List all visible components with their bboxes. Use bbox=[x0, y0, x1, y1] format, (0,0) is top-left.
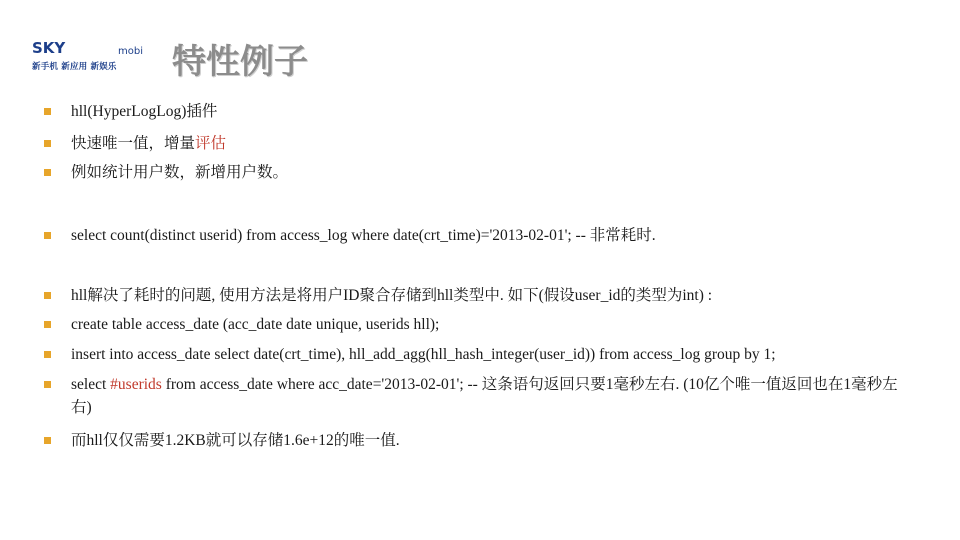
bullet-text bbox=[71, 132, 910, 155]
bullet-text: select count(distinct userid) from access_log where date(crt_time)='2013-02-01'; -- 非常耗时. bbox=[71, 227, 656, 244]
bullet-text: insert into access_date select date(crt_time), hll_add_agg(hll_hash_integer(user_id)) from access_log group by 1; bbox=[71, 346, 776, 363]
bullet-text-post: from access_date where acc_date='2013-02-01'; -- 这条语句返回只要1毫秒左右. (10亿个唯一值返回也在1毫秒左右) bbox=[71, 376, 898, 416]
bullet-text: 例如统计用户数，新增用户数。 bbox=[71, 164, 289, 181]
skymobi-logo-icon bbox=[30, 38, 156, 60]
bullet-marker bbox=[44, 140, 51, 147]
bullet-item bbox=[40, 373, 910, 419]
slide-title: 特性例子 bbox=[172, 42, 308, 82]
logo-brand: SKY bbox=[32, 39, 66, 57]
highlighted-text: 评估 bbox=[195, 135, 227, 152]
bullet-marker bbox=[44, 351, 51, 358]
bullet-item bbox=[40, 161, 910, 184]
bullet-item bbox=[40, 100, 910, 123]
bullet-marker bbox=[44, 108, 51, 115]
bullet-text: 而hll仅仅需要1.2KB就可以存储1.6e+12的唯一值. bbox=[71, 432, 400, 449]
bullet-marker bbox=[44, 232, 51, 239]
bullet-item bbox=[40, 343, 910, 366]
bullet-item bbox=[40, 429, 910, 452]
highlighted-text: #userids bbox=[110, 376, 162, 393]
bullet-text: hll(HyperLogLog)插件 bbox=[71, 103, 218, 120]
bullet-item bbox=[40, 313, 910, 336]
bullet-text-pre: 快速唯一值，增量 bbox=[71, 135, 196, 152]
bullet-text bbox=[71, 373, 910, 419]
bullet-marker bbox=[44, 169, 51, 176]
logo-tagline: 新手机 新应用 新娱乐 bbox=[32, 62, 117, 72]
bullet-text-pre: select bbox=[71, 376, 111, 393]
logo-sub: mobi bbox=[118, 46, 143, 57]
bullet-marker bbox=[44, 381, 51, 388]
bullet-item bbox=[40, 224, 910, 247]
bullet-marker bbox=[44, 292, 51, 299]
bullet-text: hll解决了耗时的问题, 使用方法是将用户ID聚合存储到hll类型中. 如下(假设user_id的类型为int) : bbox=[71, 287, 713, 304]
bullet-marker bbox=[44, 321, 51, 328]
company-logo bbox=[30, 38, 156, 76]
bullet-text: create table access_date (acc_date date unique, userids hll); bbox=[71, 316, 440, 333]
bullet-item bbox=[40, 132, 910, 155]
bullet-marker bbox=[44, 437, 51, 444]
bullet-item bbox=[40, 284, 910, 307]
